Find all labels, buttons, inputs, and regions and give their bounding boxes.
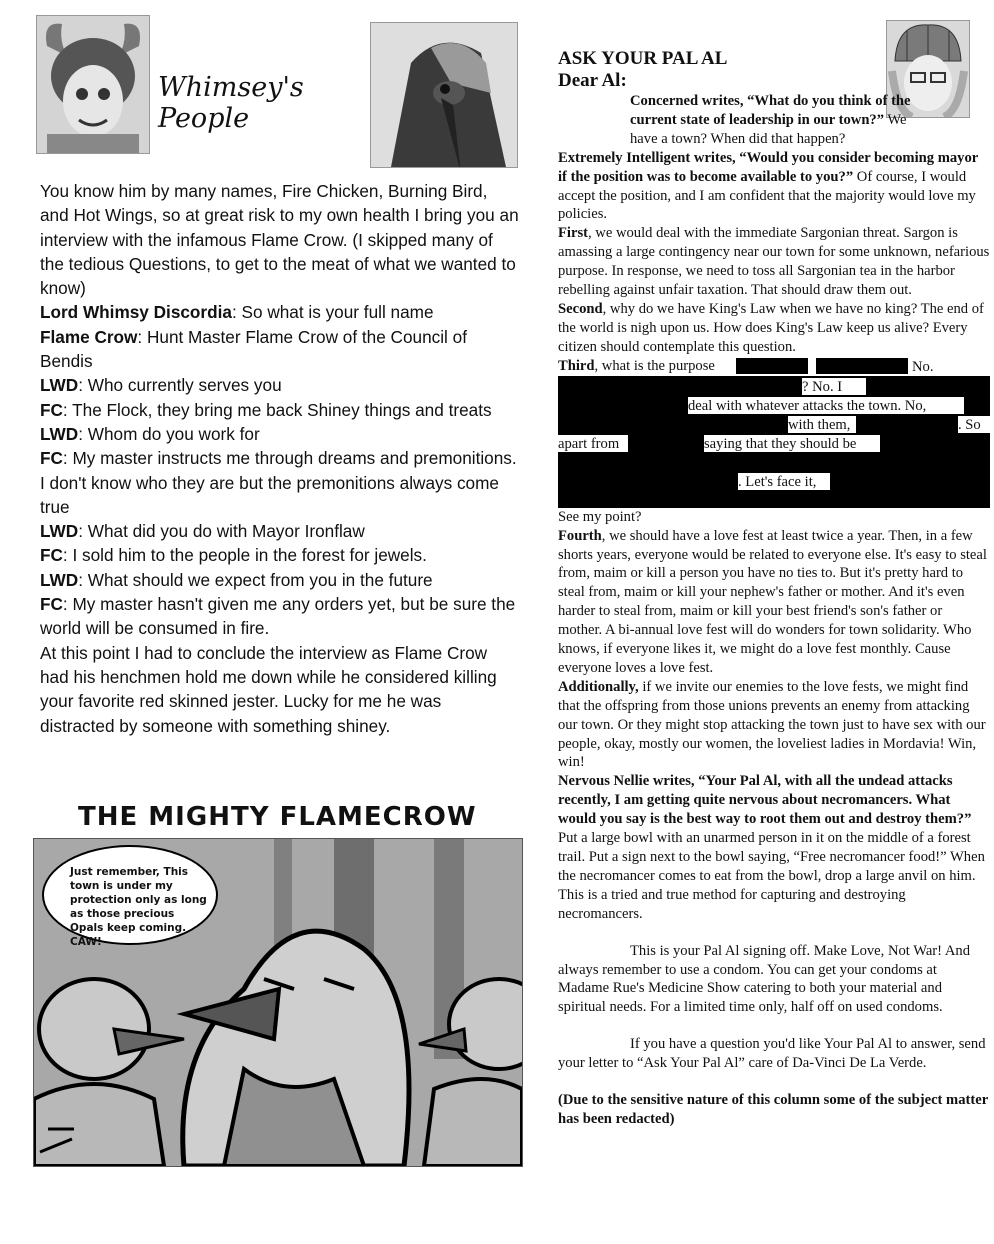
policy-first: First, we would deal with the immediate Sargonian threat. Sargon is amassing a large contingency near our town for some unknown, nefarious purpose. In response, we need to toss all Sargonian tea in the harbor rebelling against unfair taxation. That should draw them out. [558, 225, 990, 299]
interview-line: LWD: Who currently serves you [40, 375, 282, 396]
see-my-point: See my point? [558, 508, 642, 525]
crow-costume-photo [370, 22, 518, 168]
interview-line: FC: My master instructs me through dreams and premonitions. I don't know who they are but the premonitions always come true [40, 448, 517, 517]
interview-line: FC: I sold him to the people in the forest for jewels. [40, 545, 427, 566]
intro-paragraph: You know him by many names, Fire Chicken, Burning Bird, and Hot Wings, so at great risk to my own health I bring you an interview with the infamous Flame Crow. (I skipped many of the tedious Questions, to get to the meat of what we wanted to know) [40, 181, 519, 299]
salutation: Dear Al: [558, 70, 627, 91]
policy-additionally: Additionally, if we invite our enemies to the love fests, we might find that the offspring from those unions prevents an enemy from attacking our town. Or they might stop attacking the town just to have sex with our people, okay, mostly our women, the loveliest ladies in Mordavia! Win, win! [558, 678, 986, 771]
redacted-line: . So [958, 416, 990, 433]
redacted-block [558, 357, 990, 508]
signoff-paragraph: This is your Pal Al signing off. Make Love, Not War! And always remember to use a condom. You can get your condoms at Madame Rue's Medicine Show catering to both your material and spiritual needs. For a limited time only, half off on used condoms. [558, 942, 970, 1016]
policy-second: Second, why do we have King's Law when we have no king? The end of the world is nigh upon us. How does King's Law keep us alive? Every citizen should contemplate this question. [558, 300, 984, 355]
interview-line: Flame Crow: Hunt Master Flame Crow of the Council of Bendis [40, 326, 467, 372]
column-title-whimseys-people: Whimsey's People [158, 72, 304, 134]
redacted-line: No. [912, 358, 948, 375]
letter-concerned: Concerned writes, “What do you think of the current state of leadership in our town?” We have a town? When did that happen? [630, 93, 911, 147]
interview-line: LWD: What did you do with Mayor Ironflaw [40, 521, 365, 542]
redacted-line: . Let's face it, [738, 473, 830, 490]
speech-bubble: Just remember, This town is under my protection only as long as those precious Opals keep coming. CAW! [42, 845, 218, 945]
ask-your-pal-al-column [558, 48, 990, 1129]
redaction-bar [816, 358, 908, 374]
redacted-line: ? No. I [802, 378, 866, 395]
interview-line: LWD: What should we expect from you in the future [40, 569, 433, 590]
redacted-line: apart from [558, 435, 628, 452]
redaction-bar [736, 358, 808, 374]
jester-photo [36, 15, 150, 154]
redaction-footnote: (Due to the sensitive nature of this column some of the subject matter has been redacted) [558, 1092, 988, 1127]
interview-line: FC: My master hasn't given me any orders yet, but be sure the world will be consumed in fire. [40, 594, 516, 639]
interview-line: LWD: Whom do you work for [40, 423, 260, 444]
interview-article [40, 179, 520, 738]
redacted-line: with them, [788, 416, 856, 433]
letter-extremely-intelligent: Extremely Intelligent writes, “Would you consider becoming mayor if the position was to become available to you?” Of course, I would accept the position, and I am confident that the majority would love my policies. [558, 149, 978, 223]
redacted-line: saying that they should be [704, 435, 880, 452]
interview-line: FC: The Flock, they bring me back Shiney things and treats [40, 399, 492, 420]
question-prompt: If you have a question you'd like Your Pal Al to answer, send your letter to “Ask Your Pal Al” care of Da-Vinci De La Verde. [558, 1036, 986, 1072]
column-title-ask-your-pal-al: ASK YOUR PAL AL [558, 48, 728, 69]
redacted-line: Third, what is the purpose [558, 357, 990, 376]
interview-line: Lord Whimsy Discordia: So what is your full name [40, 302, 434, 323]
letter-nervous-nellie: Nervous Nellie writes, “Your Pal Al, with all the undead attacks recently, I am getting quite nervous about necromancers. What would you say is the best way to root them out and destroy them?” Put a large bowl with an unarmed person in it on the middle of a forest trail. Put a sign next to the bowl saying, “Free necromancer food!” When the necromancer comes to eat from the bowl, drop a large anvil on him. This is a tried and true method for capturing and destroying necromancers. [558, 773, 985, 922]
policy-fourth: Fourth, we should have a love fest at least twice a year. Then, in a few shorts years, everyone would be related to everyone else. It's easy to steal from, maim or kill a person you have no ties to. But it's pretty hard to steal from, maim or kill your nephew's father or mother. And it's even harder to steal from, maim or kill your best friend's son's father or mother. A bi-annual love fest will do wonders for town solidarity. Who knows, if everyone likes it, we might do a love fest monthly. Cause everyone loves a love fest. [558, 527, 987, 676]
comic-title: THE MIGHTY FLAMECROW [78, 802, 477, 832]
closing-paragraph: At this point I had to conclude the interview as Flame Crow had his henchmen hold me down while he considered killing your favorite red skinned jester. Lucky for me he was distracted by someone with something shiney. [40, 642, 497, 736]
flamecrow-comic-panel [33, 838, 523, 1167]
redacted-line: deal with whatever attacks the town. No, [688, 397, 964, 414]
